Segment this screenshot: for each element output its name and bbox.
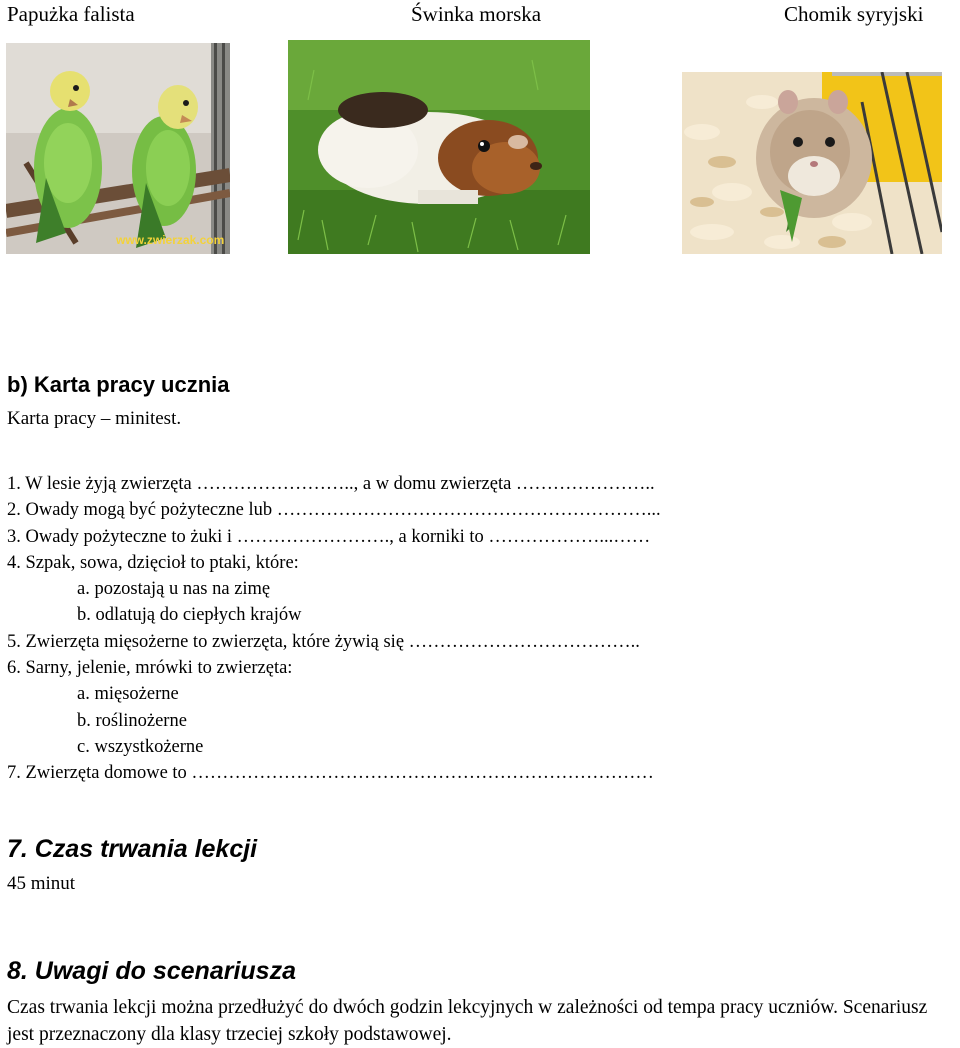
question-4-option-a: a. pozostają u nas na zimę [77,579,271,600]
section8-heading: 8. Uwagi do scenariusza [7,957,296,985]
watermark-text: www.zwierzak.com [116,233,225,247]
hamster-photo [682,72,942,254]
question-4-option-b: b. odlatują do ciepłych krajów [77,605,302,626]
question-1: 1. W lesie żyją zwierzęta …………………….., a w domu zwierzęta ………………….. [7,474,655,494]
question-4: 4. Szpak, sowa, dzięcioł to ptaki, które: [7,552,299,573]
question-7: 7. Zwierzęta domowe to ………………………………………………………………… [7,763,654,784]
worksheet-heading: b) Karta pracy ucznia [7,372,230,397]
caption-guinea-pig: Świnka morska [411,2,542,26]
section7-text: 45 minut [7,873,76,894]
question-2: 2. Owady mogą być pożyteczne lub ……………………………………………………... [7,500,661,521]
caption-budgie: Papużka falista [7,2,135,26]
section7-heading: 7. Czas trwania lekcji [7,835,258,863]
caption-hamster: Chomik syryjski [784,2,924,26]
worksheet-subtitle: Karta pracy – minitest. [7,408,182,429]
question-6: 6. Sarny, jelenie, mrówki to zwierzęta: [7,658,293,679]
question-6-option-c: c. wszystkożerne [77,736,204,757]
question-6-option-b: b. roślinożerne [77,710,187,731]
budgie-photo [6,43,230,254]
question-6-option-a: a. mięsożerne [77,684,179,705]
guinea-pig-photo [288,40,590,254]
section8-text: Czas trwania lekcji można przedłużyć do dwóch godzin lekcyjnych w zależności od tempa pracy uczniów. Scenariusz jest przeznaczony dla klasy trzeciej szkoły podstawowej. [7,997,928,1045]
question-5: 5. Zwierzęta mięsożerne to zwierzęta, które żywią się ……………………………….. [7,631,640,652]
question-3: 3. Owady pożyteczne to żuki i ……………………., a korniki to ………………...…… [7,526,651,547]
question-list [7,471,661,787]
